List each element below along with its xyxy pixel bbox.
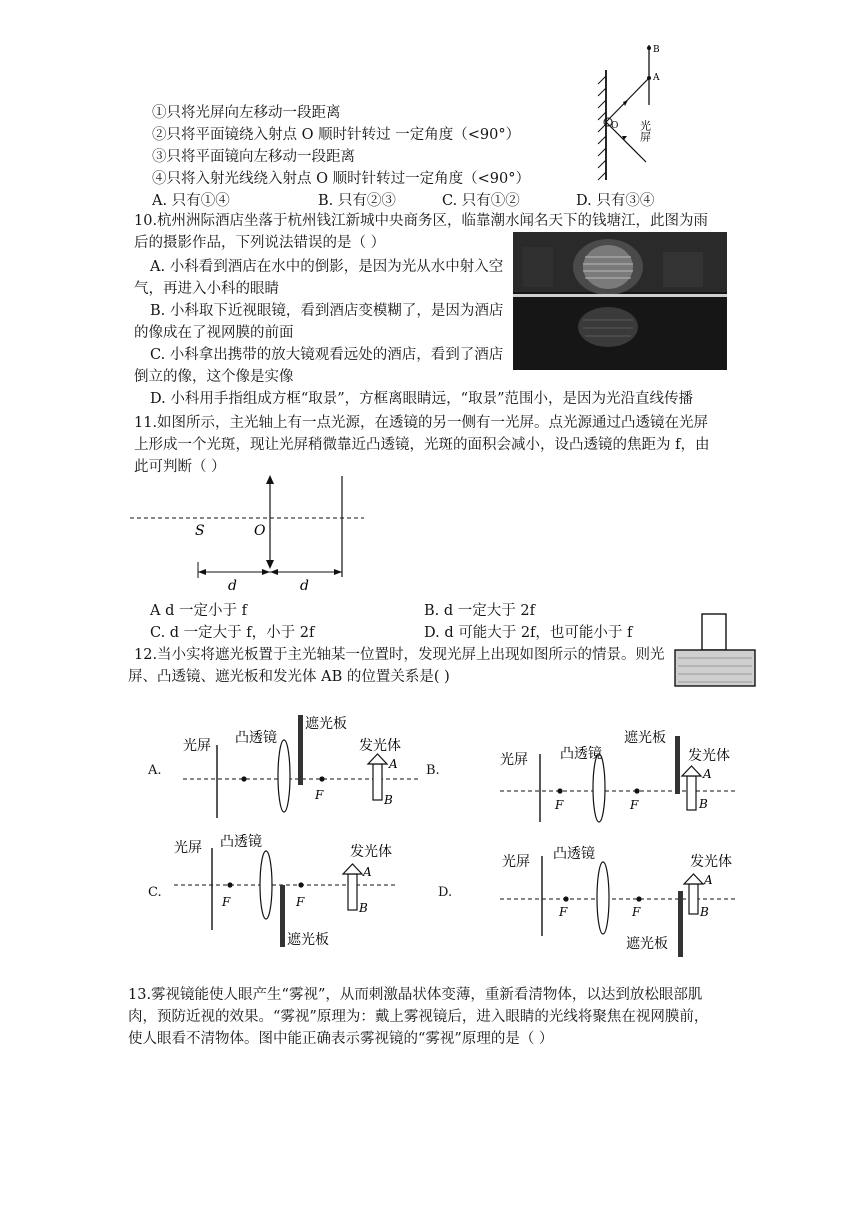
q12a-block-label: 遮光板 xyxy=(305,716,347,732)
q10-option-d: D. 小科用手指组成方框“取景”，方框离眼睛远，“取景”范围小，是因为光沿直线传播 xyxy=(150,391,693,407)
q12b-f1-label: F xyxy=(555,798,564,812)
q10-option-b-line2: 的像成在了视网膜的前面 xyxy=(134,325,294,341)
q9-choice-d: D. 只有③④ xyxy=(576,193,655,209)
q11-option-a: A d 一定小于 f xyxy=(150,603,247,619)
q12-stem-line1: 12.当小实将遮光板置于主光轴某一位置时，发现光屏上出现如图所示的情景。则光 xyxy=(134,647,665,663)
q12-option-d-label: D. xyxy=(438,885,453,900)
q9-option-1: ①只将光屏向左移动一段距离 xyxy=(152,105,341,121)
q12b-b-label: B xyxy=(699,797,708,811)
q9-label-o: O xyxy=(611,121,619,131)
q12c-block-label: 遮光板 xyxy=(287,932,329,948)
q12d-screen-label: 光屏 xyxy=(502,854,530,870)
q12-figure-c xyxy=(170,826,410,956)
q9-choice-c: C. 只有①② xyxy=(442,193,520,209)
q12b-block-label: 遮光板 xyxy=(624,730,666,746)
q12c-a-label: A xyxy=(363,865,372,879)
q12-option-a-label: A. xyxy=(148,763,162,778)
q12-stem-line2: 屏、凸透镜、遮光板和发光体 AB 的位置关系是( ) xyxy=(128,669,450,685)
q12-figure-b xyxy=(498,724,748,824)
q11-label-d1: d xyxy=(228,578,237,594)
q12d-f2-label: F xyxy=(632,905,641,919)
q9-option-2: ②只将平面镜绕入射点 O 顺时针转过 一定角度（<90°） xyxy=(152,127,521,143)
q9-choice-a: A. 只有①④ xyxy=(152,193,230,209)
q9-choice-b: B. 只有②③ xyxy=(318,193,396,209)
q12a-a-label: A xyxy=(389,757,398,771)
q12c-lens-label: 凸透镜 xyxy=(220,834,262,850)
q12d-source-label: 发光体 xyxy=(690,854,732,870)
q9-option-4: ④只将入射光线绕入射点 O 顺时针转过一定角度（<90°） xyxy=(152,171,530,187)
q10-option-c-line1: C. 小科拿出携带的放大镜观看远处的酒店，看到了酒店 xyxy=(150,347,504,363)
q9-screen-label: 光屏 xyxy=(638,120,652,142)
q9-mirror-diagram xyxy=(580,30,690,190)
q12c-f2-label: F xyxy=(296,895,305,909)
q12c-screen-label: 光屏 xyxy=(174,840,202,856)
q11-stem-line1: 11.如图所示，主光轴上有一点光源，在透镜的另一侧有一光屏。点光源通过凸透镜在光屏 xyxy=(134,415,709,431)
q12b-screen-label: 光屏 xyxy=(500,752,528,768)
q10-option-b-line1: B. 小科取下近视眼镜，看到酒店变模糊了，是因为酒店 xyxy=(150,303,504,319)
q11-lens-diagram xyxy=(128,472,368,597)
q12-figure-d xyxy=(498,836,748,966)
q12d-b-label: B xyxy=(700,905,709,919)
q12c-source-label: 发光体 xyxy=(350,844,392,860)
q12b-a-label: A xyxy=(703,767,712,781)
q9-label-b: B xyxy=(653,45,660,55)
q11-label-s: S xyxy=(195,523,205,539)
q10-option-c-line2: 倒立的像，这个像是实像 xyxy=(134,369,294,385)
q12-screen-image xyxy=(670,612,760,692)
q12a-screen-label: 光屏 xyxy=(183,738,211,754)
q11-option-d: D. d 可能大于 2f，也可能小于 f xyxy=(424,625,633,641)
q13-line1: 13.雾视镜能使人眼产生“雾视”，从而刺激晶状体变薄，重新看清物体，以达到放松眼部肌 xyxy=(128,987,703,1003)
q12d-f1-label: F xyxy=(559,905,568,919)
q12a-source-label: 发光体 xyxy=(359,738,401,754)
q13-line2: 肉，预防近视的效果。“雾视”原理为：戴上雾视镜后，进入眼睛的光线将聚焦在视网膜前， xyxy=(128,1009,709,1025)
q10-option-a-line1: A. 小科看到酒店在水中的倒影，是因为光从水中射入空 xyxy=(150,259,504,275)
q12-option-c-label: C. xyxy=(148,885,162,900)
q12d-lens-label: 凸透镜 xyxy=(553,846,595,862)
q12a-f-label: F xyxy=(315,788,324,802)
q11-option-b: B. d 一定大于 2f xyxy=(424,603,535,619)
q11-label-d2: d xyxy=(300,578,309,594)
q11-option-c: C. d 一定大于 f，小于 2f xyxy=(150,625,315,641)
q12c-b-label: B xyxy=(359,901,368,915)
q12a-lens-label: 凸透镜 xyxy=(235,730,277,746)
q12a-b-label: B xyxy=(384,793,393,807)
q12b-source-label: 发光体 xyxy=(688,748,730,764)
q9-option-3: ③只将平面镜向左移动一段距离 xyxy=(152,149,355,165)
q10-stem-line2: 后的摄影作品，下列说法错误的是（ ） xyxy=(134,235,386,251)
q11-stem-line3: 此可判断（ ） xyxy=(134,459,226,475)
q10-stem-line1: 10.杭州洲际酒店坐落于杭州钱江新城中央商务区，临靠潮水闻名天下的钱塘江，此图为雨 xyxy=(134,213,709,229)
q12d-a-label: A xyxy=(704,873,713,887)
q13-line3: 使人眼看不清物体。图中能正确表示雾视镜的“雾视”原理的是（ ） xyxy=(128,1031,554,1047)
q12c-f1-label: F xyxy=(222,895,231,909)
q11-stem-line2: 上形成一个光斑，现让光屏稍微靠近凸透镜，光斑的面积会减小，设凸透镜的焦距为 f，由 xyxy=(134,437,710,453)
q9-label-a: A xyxy=(653,73,660,83)
q12-figure-a xyxy=(175,710,425,820)
q11-label-o: O xyxy=(254,523,266,539)
q12d-block-label: 遮光板 xyxy=(626,936,668,952)
q12b-lens-label: 凸透镜 xyxy=(560,746,602,762)
q12b-f2-label: F xyxy=(630,798,639,812)
hotel-night-photo xyxy=(513,232,727,370)
q10-option-a-line2: 气，再进入小科的眼睛 xyxy=(134,281,279,297)
q12-option-b-label: B. xyxy=(426,763,440,778)
